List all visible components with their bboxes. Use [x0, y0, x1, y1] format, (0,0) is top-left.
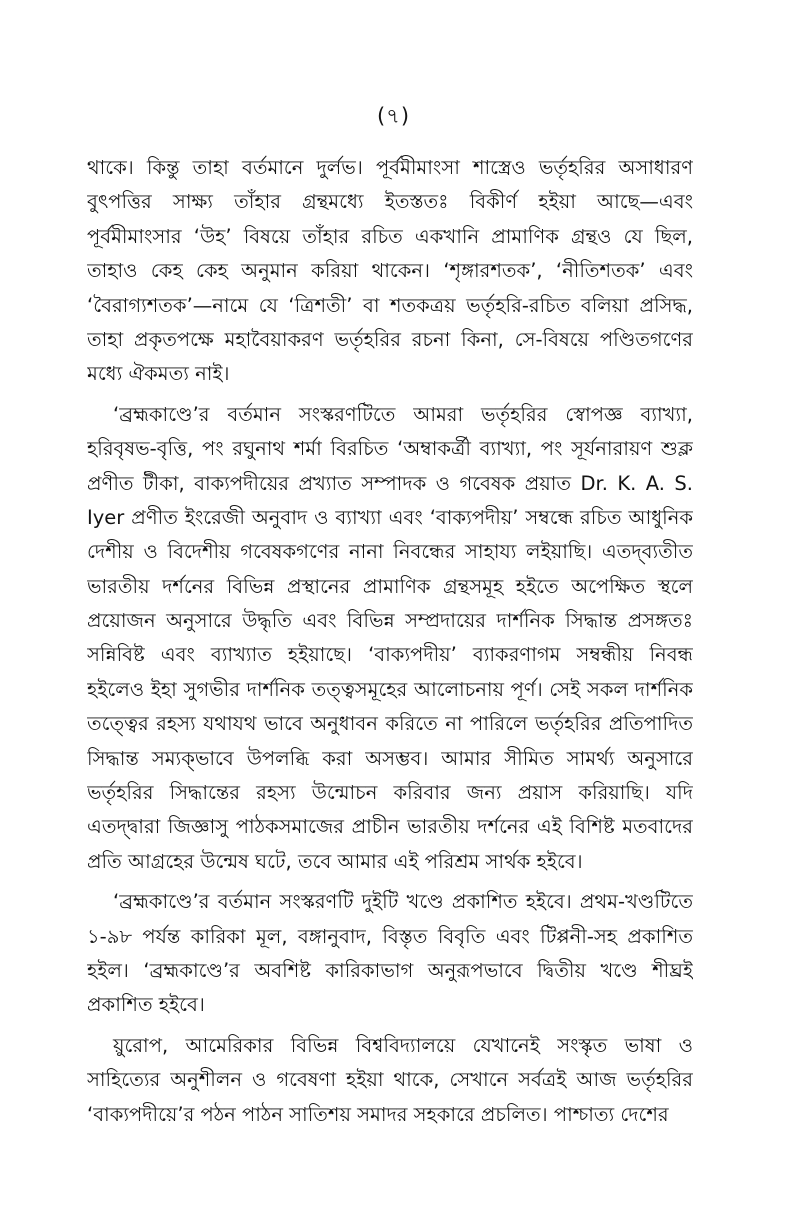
page-number: (৭) [376, 104, 411, 128]
text-line: পূর্বমীমাংসার ‘উহ’ বিষয়ে তাঁহার রচিত একখানি প্রামাণিক গ্রন্থও যে ছিল, [87, 224, 693, 248]
text-line: প্রকাশিত হইবে। [87, 993, 205, 1017]
text-line: প্রয়োজন অনুসারে উদ্ধৃতি এবং বিভিন্ন সম্প্রদায়ের দার্শনিক সিদ্ধান্ত প্রসঙ্গতঃ [87, 609, 693, 633]
text-line: সিদ্ধান্ত সম্যক্‌ভাবে উপলব্ধি করা অসম্ভব। আমার সীমিত সামর্থ্য অনুসারে [87, 746, 693, 770]
text-line: সন্নিবিষ্ট এবং ব্যাখ্যাত হইয়াছে। ‘বাক্যপদীয়’ ব্যাকরণাগম সম্বন্ধীয় নিবন্ধ [87, 643, 693, 667]
text-line: ভর্তৃহরির সিদ্ধান্তের রহস্য উন্মোচন করিবার জন্য প্রয়াস করিয়াছি। যদি [87, 781, 693, 805]
text-line: ‘ব্রহ্মকাণ্ডে’র বর্তমান সংস্করণটি দুইটি খণ্ডে প্রকাশিত হইবে। প্রথম-খণ্ডটিতে [113, 890, 693, 914]
text-line: বুৎপত্তির সাক্ষ্য তাঁহার গ্রন্থমধ্যে ইতস্ততঃ বিকীর্ণ হইয়া আছে—এবং [87, 190, 693, 214]
text-line: ‘বৈরাগ্যশতক’—নামে যে ‘ত্রিশতী’ বা শতকত্রয় ভর্তৃহরি-রচিত বলিয়া প্রসিদ্ধ, [87, 293, 693, 317]
text-line: মধ্যে ঐকমত্য নাই। [87, 362, 230, 386]
text-line: প্রণীত টীকা, বাক্যপদীয়ের প্রখ্যাত সম্পাদক ও গবেষক প্রয়াত Dr. K. A. S. [87, 471, 693, 495]
text-line: ১-৯৮ পর্যন্ত কারিকা মূল, বঙ্গানুবাদ, বিস্তৃত বিবৃতি এবং টিপ্পনী-সহ প্রকাশিত [87, 924, 693, 948]
paragraph [87, 151, 693, 392]
text-line: সাহিত্যের অনুশীলন ও গবেষণা হইয়া থাকে, সেখানে সর্বত্রই আজ ভর্তৃহরির [87, 1068, 693, 1092]
text-line: ভারতীয় দর্শনের বিভিন্ন প্রস্থানের প্রামাণিক গ্রন্থসমূহ হইতে অপেক্ষিত স্থলে [87, 574, 693, 598]
text-line: থাকে। কিন্তু তাহা বর্তমানে দুর্লভ। পূর্বমীমাংসা শাস্ত্রেও ভর্তৃহরির অসাধারণ [87, 156, 693, 179]
paragraph [87, 885, 693, 1023]
text-line: ‘ব্রহ্মকাণ্ডে’র বর্তমান সংস্করণটিতে আমরা ভর্তৃহরির স্বোপজ্ঞ ব্যাখ্যা, [113, 402, 693, 426]
text-line: Iyer প্রণীত ইংরেজী অনুবাদ ও ব্যাখ্যা এবং ‘বাক্যপদীয়’ সম্বন্ধে রচিত আধুনিক [87, 505, 693, 529]
text-line: এতদ্দ্বারা জিজ্ঞাসু পাঠকসমাজের প্রাচীন ভারতীয় দর্শনের এই বিশিষ্ট মতবাদের [87, 815, 693, 839]
text-line: প্রতি আগ্রহের উন্মেষ ঘটে, তবে আমার এই পরিশ্রম সার্থক হইবে। [87, 849, 583, 873]
text-line: হইল। ‘ব্রহ্মকাণ্ডে’র অবশিষ্ট কারিকাভাগ অনুরূপভাবে দ্বিতীয় খণ্ডে শীঘ্রই [87, 958, 693, 982]
text-line: ‘বাক্যপদীয়ে’র পঠন পাঠন সাতিশয় সমাদর সহকারে প্রচলিত। পাশ্চাত্য দেশের [87, 1102, 669, 1126]
body-text [87, 151, 693, 1132]
text-line: হরিবৃষভ-বৃত্তি, পং রঘুনাথ শর্মা বিরচিত ‘অম্বাকর্ত্রী ব্যাখ্যা, পং সূর্যনারায়ণ শুক্ল [87, 437, 693, 461]
text-line: তত্ত্বের রহস্য যথাযথ ভাবে অনুধাবন করিতে না পারিলে ভর্তৃহরির প্রতিপাদিত [87, 712, 693, 736]
text-line: দেশীয় ও বিদেশীয় গবেষকগণের নানা নিবন্ধের সাহায্য লইয়াছি। এতদ্‌ব্যতীত [87, 540, 693, 564]
text-line: য়ুরোপ, আমেরিকার বিভিন্ন বিশ্ববিদ্যালয়ে যেখানেই সংস্কৃত ভাষা ও [113, 1033, 693, 1057]
text-line: হইলেও ইহা সুগভীর দার্শনিক তত্ত্বসমূহের আলোচনায় পূর্ণ। সেই সকল দার্শনিক [87, 677, 693, 701]
text-line: তাহা প্রকৃতপক্ষে মহাবৈয়াকরণ ভর্তৃহরির রচনা কিনা, সে-বিষয়ে পণ্ডিতগণের [87, 327, 693, 351]
paragraph [87, 398, 693, 879]
paragraph [87, 1029, 693, 1132]
text-line: তাহাও কেহ কেহ অনুমান করিয়া থাকেন। ‘শৃঙ্গারশতক’, ‘নীতিশতক’ এবং [87, 259, 693, 283]
